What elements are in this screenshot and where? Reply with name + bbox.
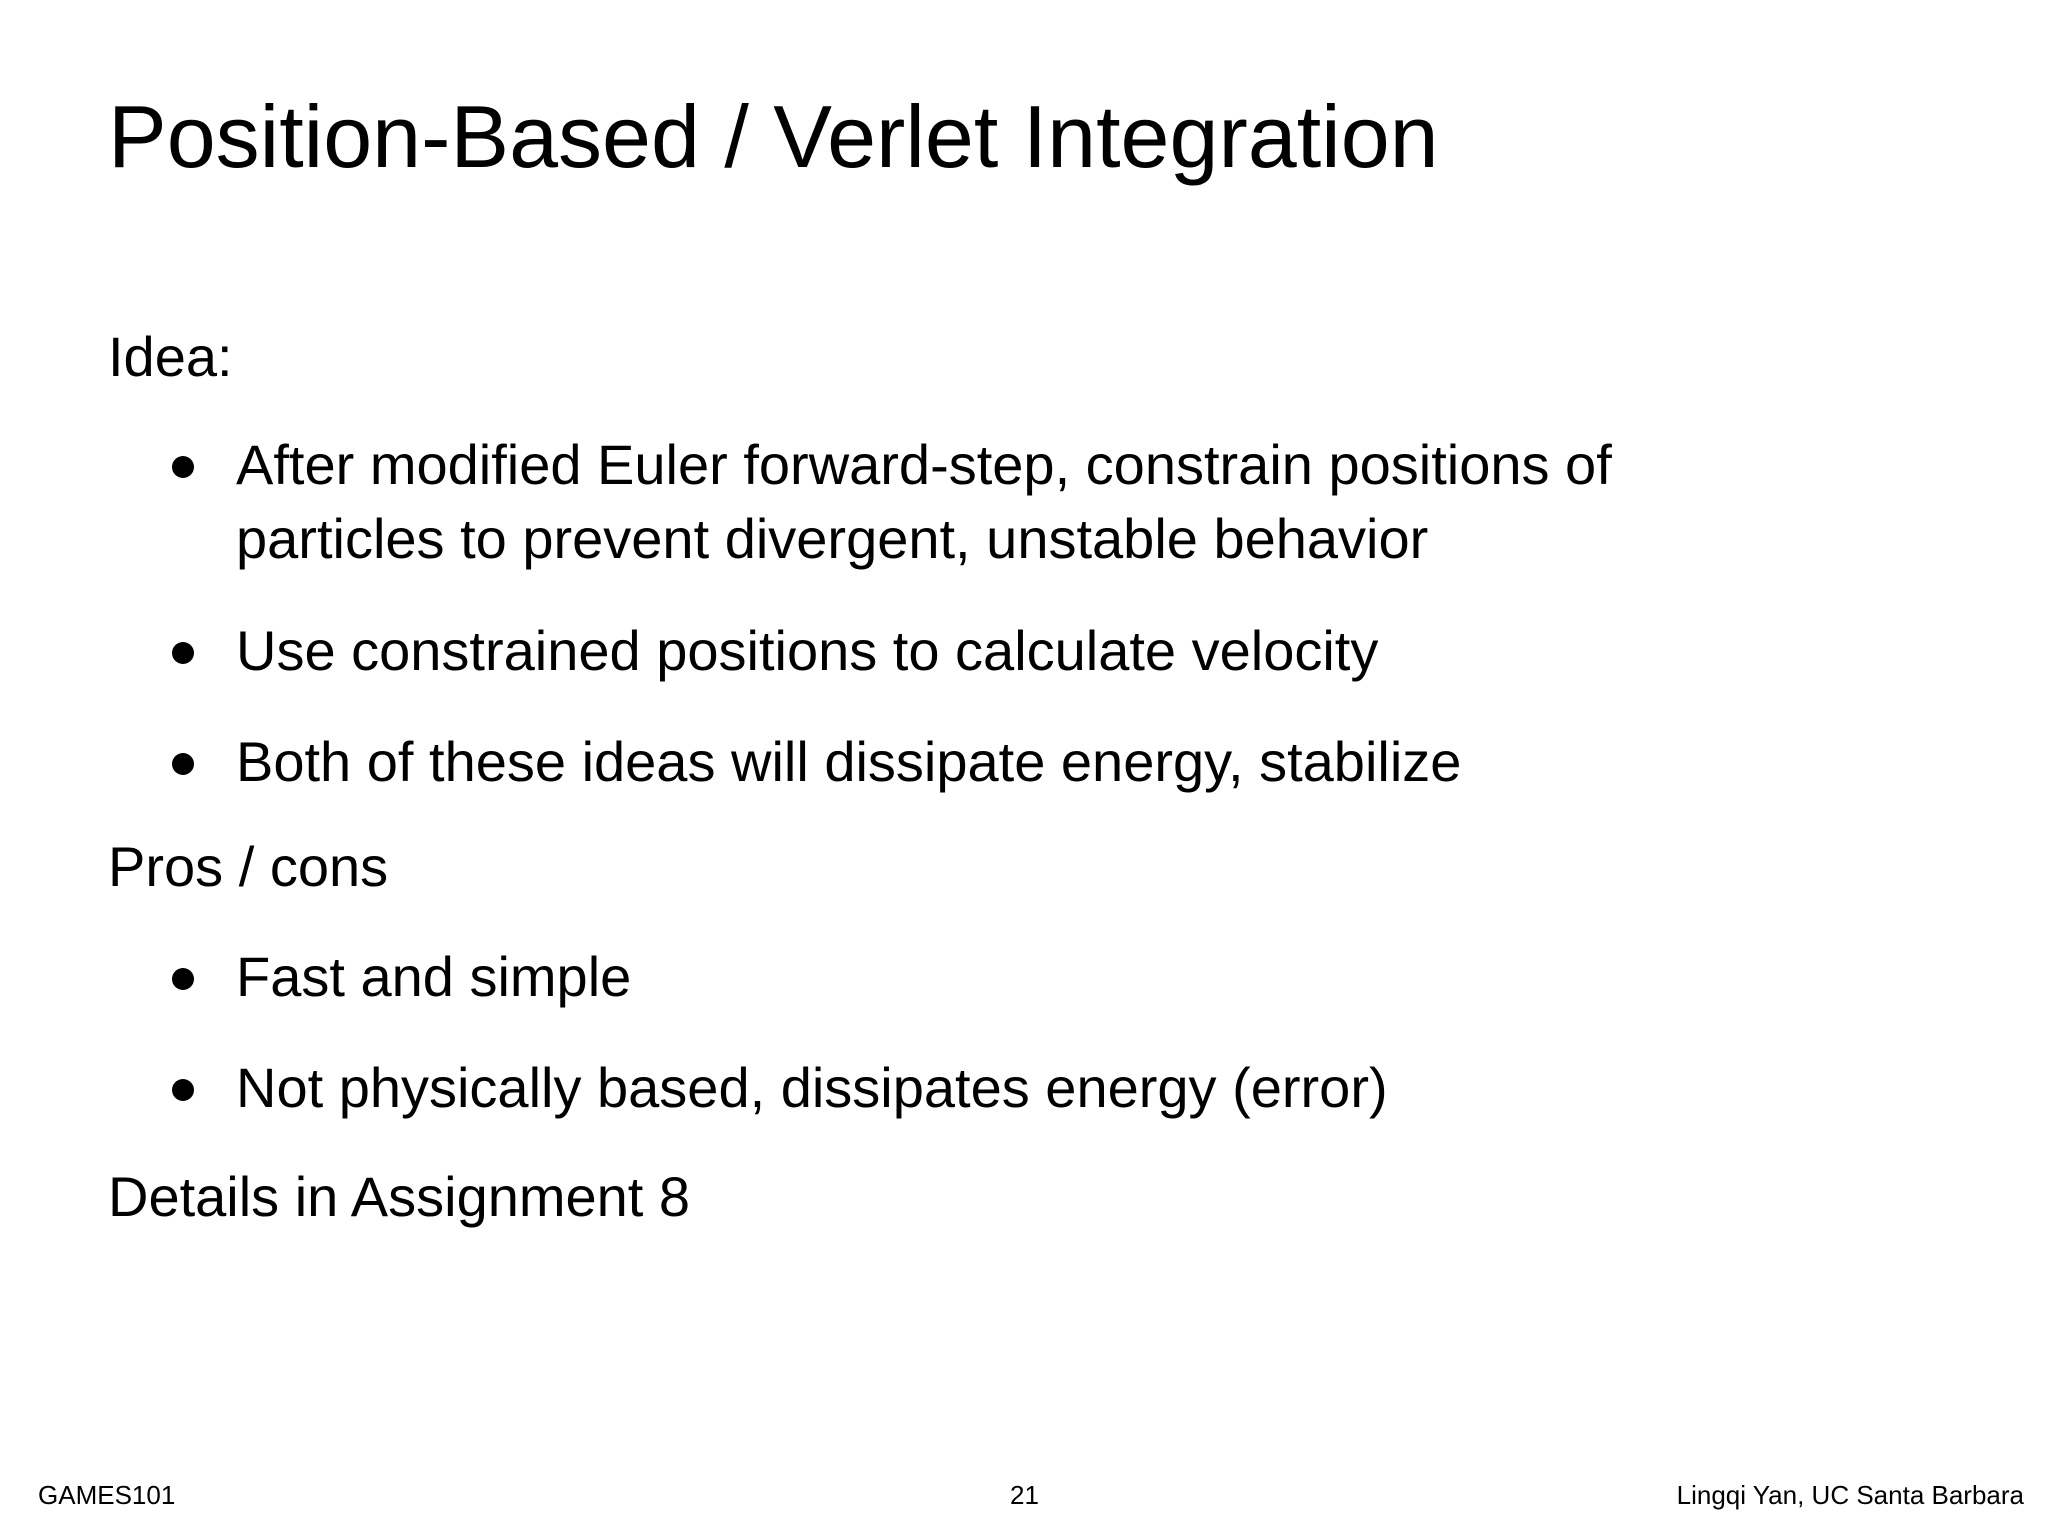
bullet-item: [172, 428, 1772, 576]
section-heading-idea: Idea:: [108, 325, 233, 388]
bullet-text: Fast and simple: [236, 945, 632, 1008]
bullet-dot-icon: [172, 1079, 194, 1101]
bullet-text: After modified Euler forward-step, constrain positions of particles to prevent divergent, unstable behavior: [236, 433, 1612, 570]
footer-author: Lingqi Yan, UC Santa Barbara: [1676, 1480, 2024, 1510]
slide-title: Position-Based / Verlet Integration: [108, 87, 1439, 186]
bullet-text: Use constrained positions to calculate velocity: [236, 619, 1379, 682]
bullet-dot-icon: [172, 968, 194, 990]
bullet-item: [172, 614, 1772, 688]
bullet-text: Both of these ideas will dissipate energy, stabilize: [236, 730, 1462, 793]
section-heading-pros-cons: Pros / cons: [108, 835, 389, 898]
bullet-dot-icon: [172, 456, 194, 478]
bullet-item: [172, 940, 1772, 1014]
footer-page-number: 21: [1010, 1480, 1039, 1510]
section-heading-details: Details in Assignment 8: [108, 1165, 691, 1228]
bullet-dot-icon: [172, 753, 194, 775]
bullet-item: [172, 1051, 1772, 1125]
footer-course: GAMES101: [38, 1480, 176, 1510]
bullet-text: Not physically based, dissipates energy (error): [236, 1056, 1388, 1119]
bullet-item: [172, 725, 1772, 799]
bullet-dot-icon: [172, 642, 194, 664]
